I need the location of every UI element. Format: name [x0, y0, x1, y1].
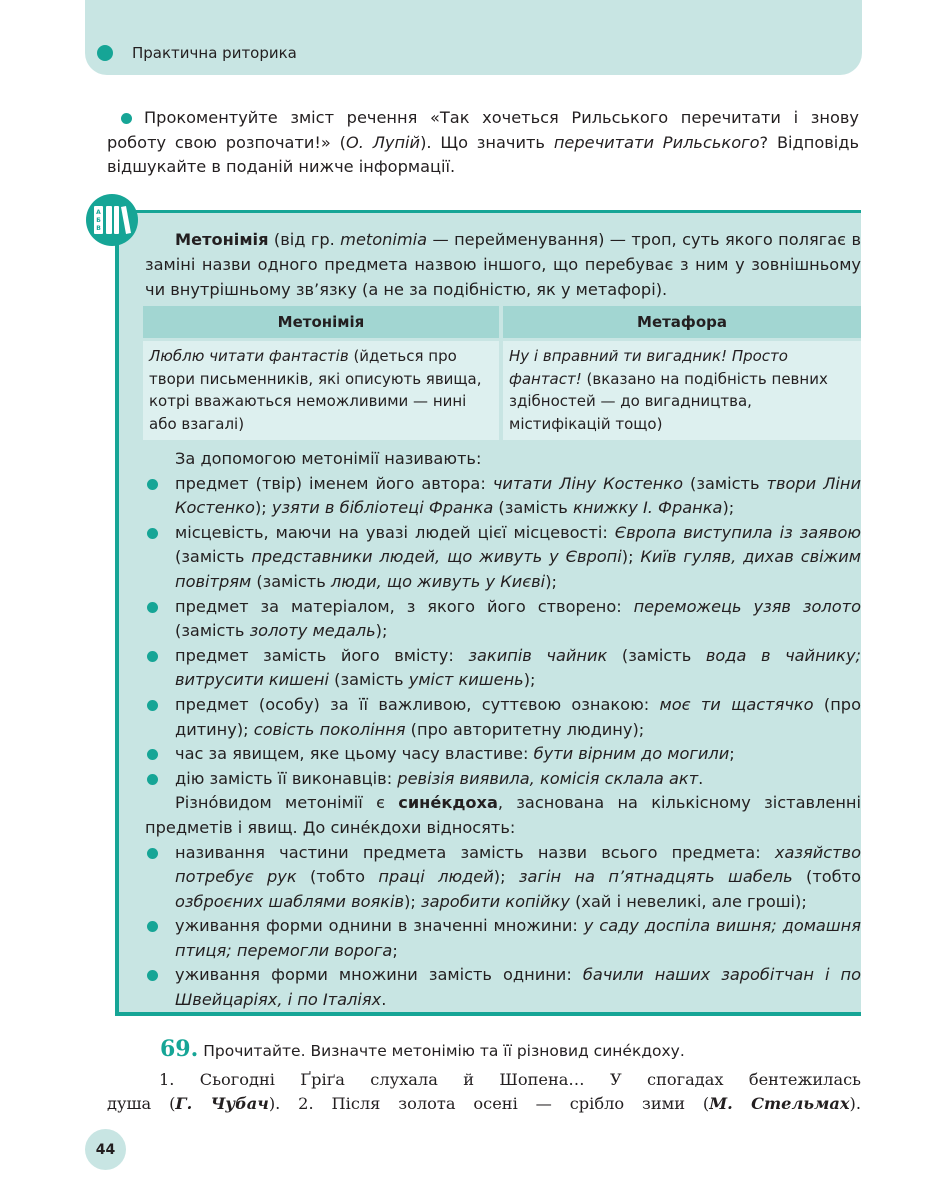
- list-item: предмет (особу) за її важливою, суттєвою ознакою: моє ти щастячко (про дитину); совість покоління (про авторитетну людину);: [145, 693, 861, 742]
- metonymy-definition: Метонімія (від гр. metonimia — перейменування) — троп, суть якого полягає в заміні назви одного предмета назвою іншого, що перебуває з ним у зовнішньому чи внутрішньому зв’язку (а не за подібністю, як у метафорі).: [145, 230, 861, 299]
- list-lead: За допомогою метонімії називають:: [175, 449, 482, 468]
- list-item: час за явищем, яке цьому часу властиве: бути вірним до могили;: [145, 742, 861, 767]
- svg-text:В: В: [96, 225, 101, 232]
- intro-task: Прокоментуйте зміст речення «Так хочеться Рильського перечитати і знову роботу свою розпочати!» (О. Лупій). Що значить перечитати Рильського? Відповідь відшукайте в поданій нижче інформації.: [107, 108, 859, 176]
- comparison-table: [143, 306, 861, 440]
- synecdoche-lead: Різно́видом метонімії є сине́кдоха, заснована на кількісному зіставленні предметів і явищ. До сине́кдохи відносять:: [145, 793, 861, 837]
- header-band: [85, 0, 862, 75]
- table-header-metaphor: Метафора: [503, 306, 861, 338]
- list-item: предмет замість його вмісту: закипів чайник (замість вода в чайнику; витрусити кишені (замість уміст кишень);: [145, 644, 861, 693]
- exercise-number: 69.: [160, 1036, 199, 1062]
- bullet-icon: [121, 113, 132, 124]
- exercise-header: [160, 1036, 685, 1064]
- svg-text:Б: Б: [96, 217, 101, 224]
- term-metonymy: Метонімія: [175, 230, 269, 249]
- section-title: Практична риторика: [132, 44, 297, 62]
- list-item: уживання форми множини замість однини: бачили наших заробітчан і по Швейцаріях, і по Італіях.: [145, 963, 861, 1012]
- exercise-task: Прочитайте. Визначте метонімію та її різновид сине́кдоху.: [203, 1042, 685, 1060]
- table-cell-metonymy: Люблю читати фантастів (йдеться про твори письменників, які описують явища, котрі вважаються неможливими — нині або взагалі): [143, 341, 499, 440]
- table-header-metonymy: Метонімія: [143, 306, 499, 338]
- list-item: предмет (твір) іменем його автора: читати Ліну Костенко (замість твори Ліни Костенко); узяти в бібліотеці Франка (замість книжку І. Франка);: [145, 472, 861, 521]
- list-item: називання частини предмета замість назви всього предмета: хазяйство потребує рук (тобто праці людей); загін на п’ятнадцять шабель (тобто озброєних шаблями вояків); заробити копійку (хай і невеликі, але гроші);: [145, 841, 861, 915]
- page-number: 44: [85, 1129, 126, 1170]
- header-bullet-icon: [97, 45, 113, 61]
- metonymy-list: [145, 447, 861, 1013]
- list-item: місцевість, маючи на увазі людей цієї місцевості: Європа виступила із заявою (замість представники людей, що живуть у Європі); Київ гуляв, дихав свіжим повітрям (замість люди, що живуть у Києві);: [145, 521, 861, 595]
- exercise-text: 1. Сьогодні Ґріґа слухала й Шопена… У спогадах бентежилась душа (Г. Чубач). 2. Після золота осені — срібло зими (М. Стельмах).: [107, 1070, 861, 1113]
- list-item: уживання форми однини в значенні множини: у саду доспіла вишня; домашня птиця; перемогли ворога;: [145, 914, 861, 963]
- list-item: предмет за матеріалом, з якого його створено: переможець узяв золото (замість золоту медаль);: [145, 595, 861, 644]
- book-abb-icon: [86, 194, 138, 246]
- list-item: дію замість її виконавців: ревізія виявила, комісія склала акт.: [145, 767, 861, 792]
- table-cell-metaphor: Ну і вправний ти вигадник! Просто фантаст! (вказано на подібність певних здібностей — до вигадництва, містифікацій тощо): [503, 341, 861, 440]
- svg-text:А: А: [96, 209, 101, 216]
